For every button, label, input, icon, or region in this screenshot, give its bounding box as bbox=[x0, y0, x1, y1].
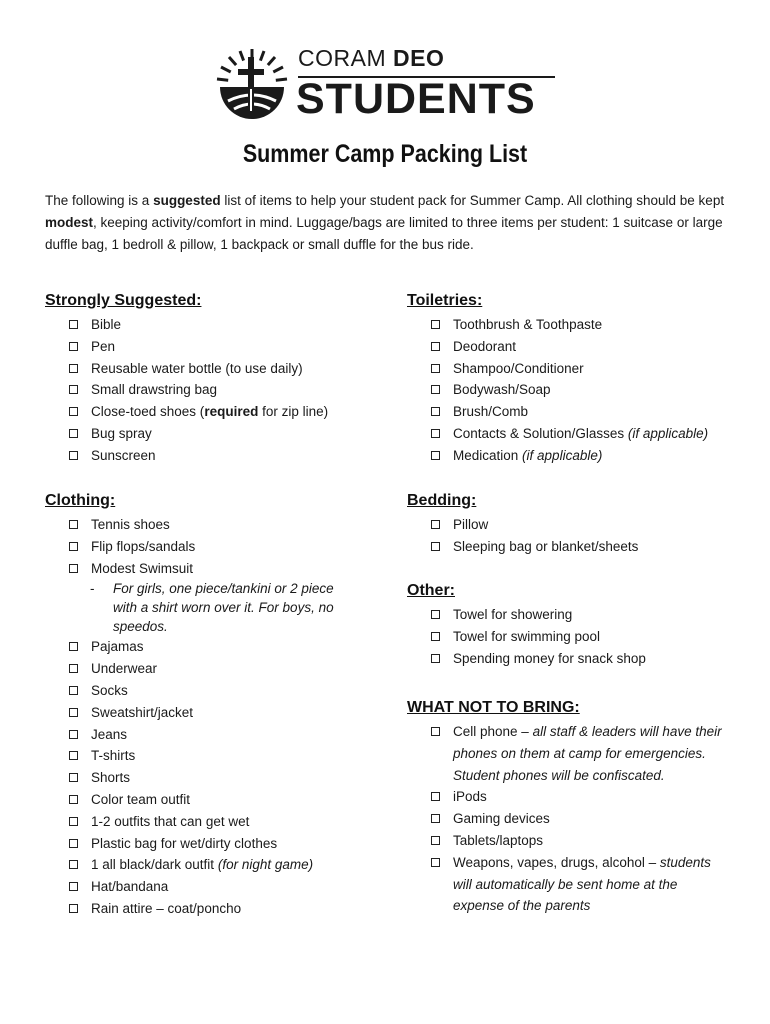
list-item: Medication (if applicable) bbox=[407, 445, 737, 467]
checkbox-icon[interactable] bbox=[431, 632, 440, 641]
checkbox-icon[interactable] bbox=[431, 858, 440, 867]
list-item: Modest Swimsuit bbox=[45, 558, 375, 580]
list-item: Bible bbox=[45, 314, 375, 336]
list-item: Plastic bag for wet/dirty clothes bbox=[45, 833, 375, 855]
list-item: Brush/Comb bbox=[407, 401, 737, 423]
list-item: Socks bbox=[45, 680, 375, 702]
toiletries-section bbox=[407, 290, 737, 467]
checkbox-icon[interactable] bbox=[69, 320, 78, 329]
checkbox-icon[interactable] bbox=[431, 520, 440, 529]
list-item: Pajamas bbox=[45, 636, 375, 658]
list-item: Sweatshirt/jacket bbox=[45, 702, 375, 724]
checkbox-icon[interactable] bbox=[431, 542, 440, 551]
section-heading: Strongly Suggested: bbox=[45, 292, 202, 309]
other-section bbox=[407, 580, 737, 669]
checkbox-icon[interactable] bbox=[431, 320, 440, 329]
checkbox-icon[interactable] bbox=[69, 407, 78, 416]
intro-paragraph: The following is a suggested list of items to help your student pack for Summer Camp. All clothing should be kept modest, keeping activity/comfort in mind. Luggage/bags are limited to three items per student: 1 suitcase or large duffle bag, 1 bedroll & pillow, 1 backpack or small duffle for the bus ride. bbox=[45, 193, 725, 252]
checkbox-icon[interactable] bbox=[69, 385, 78, 394]
checkbox-icon[interactable] bbox=[69, 708, 78, 717]
section-heading: Toiletries: bbox=[407, 292, 483, 309]
checkbox-icon[interactable] bbox=[69, 773, 78, 782]
list-item: T-shirts bbox=[45, 745, 375, 767]
list-item: Color team outfit bbox=[45, 789, 375, 811]
section-heading: Bedding: bbox=[407, 492, 477, 509]
list-item: Flip flops/sandals bbox=[45, 536, 375, 558]
checkbox-icon[interactable] bbox=[69, 664, 78, 673]
checkbox-icon[interactable] bbox=[431, 792, 440, 801]
checkbox-icon[interactable] bbox=[69, 860, 78, 869]
list-item: Gaming devices bbox=[407, 808, 727, 830]
checkbox-icon[interactable] bbox=[69, 795, 78, 804]
checkbox-icon[interactable] bbox=[69, 751, 78, 760]
cross-sunrise-icon bbox=[214, 45, 290, 121]
list-item: Toothbrush & Toothpaste bbox=[407, 314, 737, 336]
checkbox-icon[interactable] bbox=[69, 904, 78, 913]
checkbox-icon[interactable] bbox=[69, 564, 78, 573]
checkbox-icon[interactable] bbox=[431, 654, 440, 663]
checkbox-icon[interactable] bbox=[69, 429, 78, 438]
checkbox-icon[interactable] bbox=[431, 610, 440, 619]
clothing-section bbox=[45, 490, 375, 920]
list-item: Bodywash/Soap bbox=[407, 379, 737, 401]
list-item: 1 all black/dark outfit (for night game) bbox=[45, 854, 375, 876]
logo-wordmark-main: STUDENTS bbox=[296, 75, 536, 123]
list-item: iPods bbox=[407, 786, 727, 808]
list-item: 1-2 outfits that can get wet bbox=[45, 811, 375, 833]
checkbox-icon[interactable] bbox=[431, 814, 440, 823]
list-item: Shampoo/Conditioner bbox=[407, 358, 737, 380]
checkbox-icon[interactable] bbox=[431, 342, 440, 351]
bedding-section bbox=[407, 490, 737, 558]
checkbox-icon[interactable] bbox=[431, 836, 440, 845]
list-item: Pillow bbox=[407, 514, 737, 536]
section-heading: Clothing: bbox=[45, 492, 116, 509]
checkbox-icon[interactable] bbox=[69, 839, 78, 848]
checkbox-icon[interactable] bbox=[431, 727, 440, 736]
list-item: Hat/bandana bbox=[45, 876, 375, 898]
checkbox-icon[interactable] bbox=[69, 342, 78, 351]
page-title: Summer Camp Packing List bbox=[242, 140, 528, 168]
checkbox-icon[interactable] bbox=[69, 451, 78, 460]
checkbox-icon[interactable] bbox=[69, 642, 78, 651]
list-item: Contacts & Solution/Glasses (if applicable) bbox=[407, 423, 737, 445]
list-item: Weapons, vapes, drugs, alcohol – students will automatically be sent home at the expense of the parents bbox=[407, 852, 727, 917]
checkbox-icon[interactable] bbox=[431, 385, 440, 394]
list-item: Underwear bbox=[45, 658, 375, 680]
checkbox-icon[interactable] bbox=[431, 451, 440, 460]
checkbox-icon[interactable] bbox=[431, 407, 440, 416]
checkbox-icon[interactable] bbox=[69, 882, 78, 891]
strongly-suggested-section bbox=[45, 290, 375, 467]
swimsuit-note: - For girls, one piece/tankini or 2 piece with a shirt worn over it. For boys, no speedos. bbox=[90, 581, 334, 635]
list-item: Jeans bbox=[45, 724, 375, 746]
list-item: Close-toed shoes (required for zip line) bbox=[45, 401, 375, 423]
not-to-bring-section bbox=[407, 697, 727, 917]
list-item: Deodorant bbox=[407, 336, 737, 358]
list-item: Bug spray bbox=[45, 423, 375, 445]
list-item: Spending money for snack shop bbox=[407, 648, 737, 670]
section-heading: Other: bbox=[407, 582, 455, 599]
checkbox-icon[interactable] bbox=[69, 542, 78, 551]
checkbox-icon[interactable] bbox=[69, 730, 78, 739]
list-item: Pen bbox=[45, 336, 375, 358]
checkbox-icon[interactable] bbox=[431, 429, 440, 438]
list-item: Rain attire – coat/poncho bbox=[45, 898, 375, 920]
list-item: Tennis shoes bbox=[45, 514, 375, 536]
checkbox-icon[interactable] bbox=[69, 686, 78, 695]
list-item: Reusable water bottle (to use daily) bbox=[45, 358, 375, 380]
checkbox-icon[interactable] bbox=[69, 817, 78, 826]
list-item: Sunscreen bbox=[45, 445, 375, 467]
checkbox-icon[interactable] bbox=[431, 364, 440, 373]
logo-wordmark-top: CORAM DEO bbox=[298, 45, 445, 71]
checkbox-icon[interactable] bbox=[69, 364, 78, 373]
checkbox-icon[interactable] bbox=[69, 520, 78, 529]
list-item: Small drawstring bag bbox=[45, 379, 375, 401]
list-item: Cell phone – all staff & leaders will have their phones on them at camp for emergencies. Student phones will be confiscated. bbox=[407, 721, 727, 786]
list-item: Tablets/laptops bbox=[407, 830, 727, 852]
list-item: Sleeping bag or blanket/sheets bbox=[407, 536, 737, 558]
list-item: Towel for showering bbox=[407, 604, 737, 626]
coram-deo-students-logo bbox=[214, 45, 559, 121]
section-heading: WHAT NOT TO BRING: bbox=[407, 699, 580, 716]
list-item: Towel for swimming pool bbox=[407, 626, 737, 648]
list-item: Shorts bbox=[45, 767, 375, 789]
